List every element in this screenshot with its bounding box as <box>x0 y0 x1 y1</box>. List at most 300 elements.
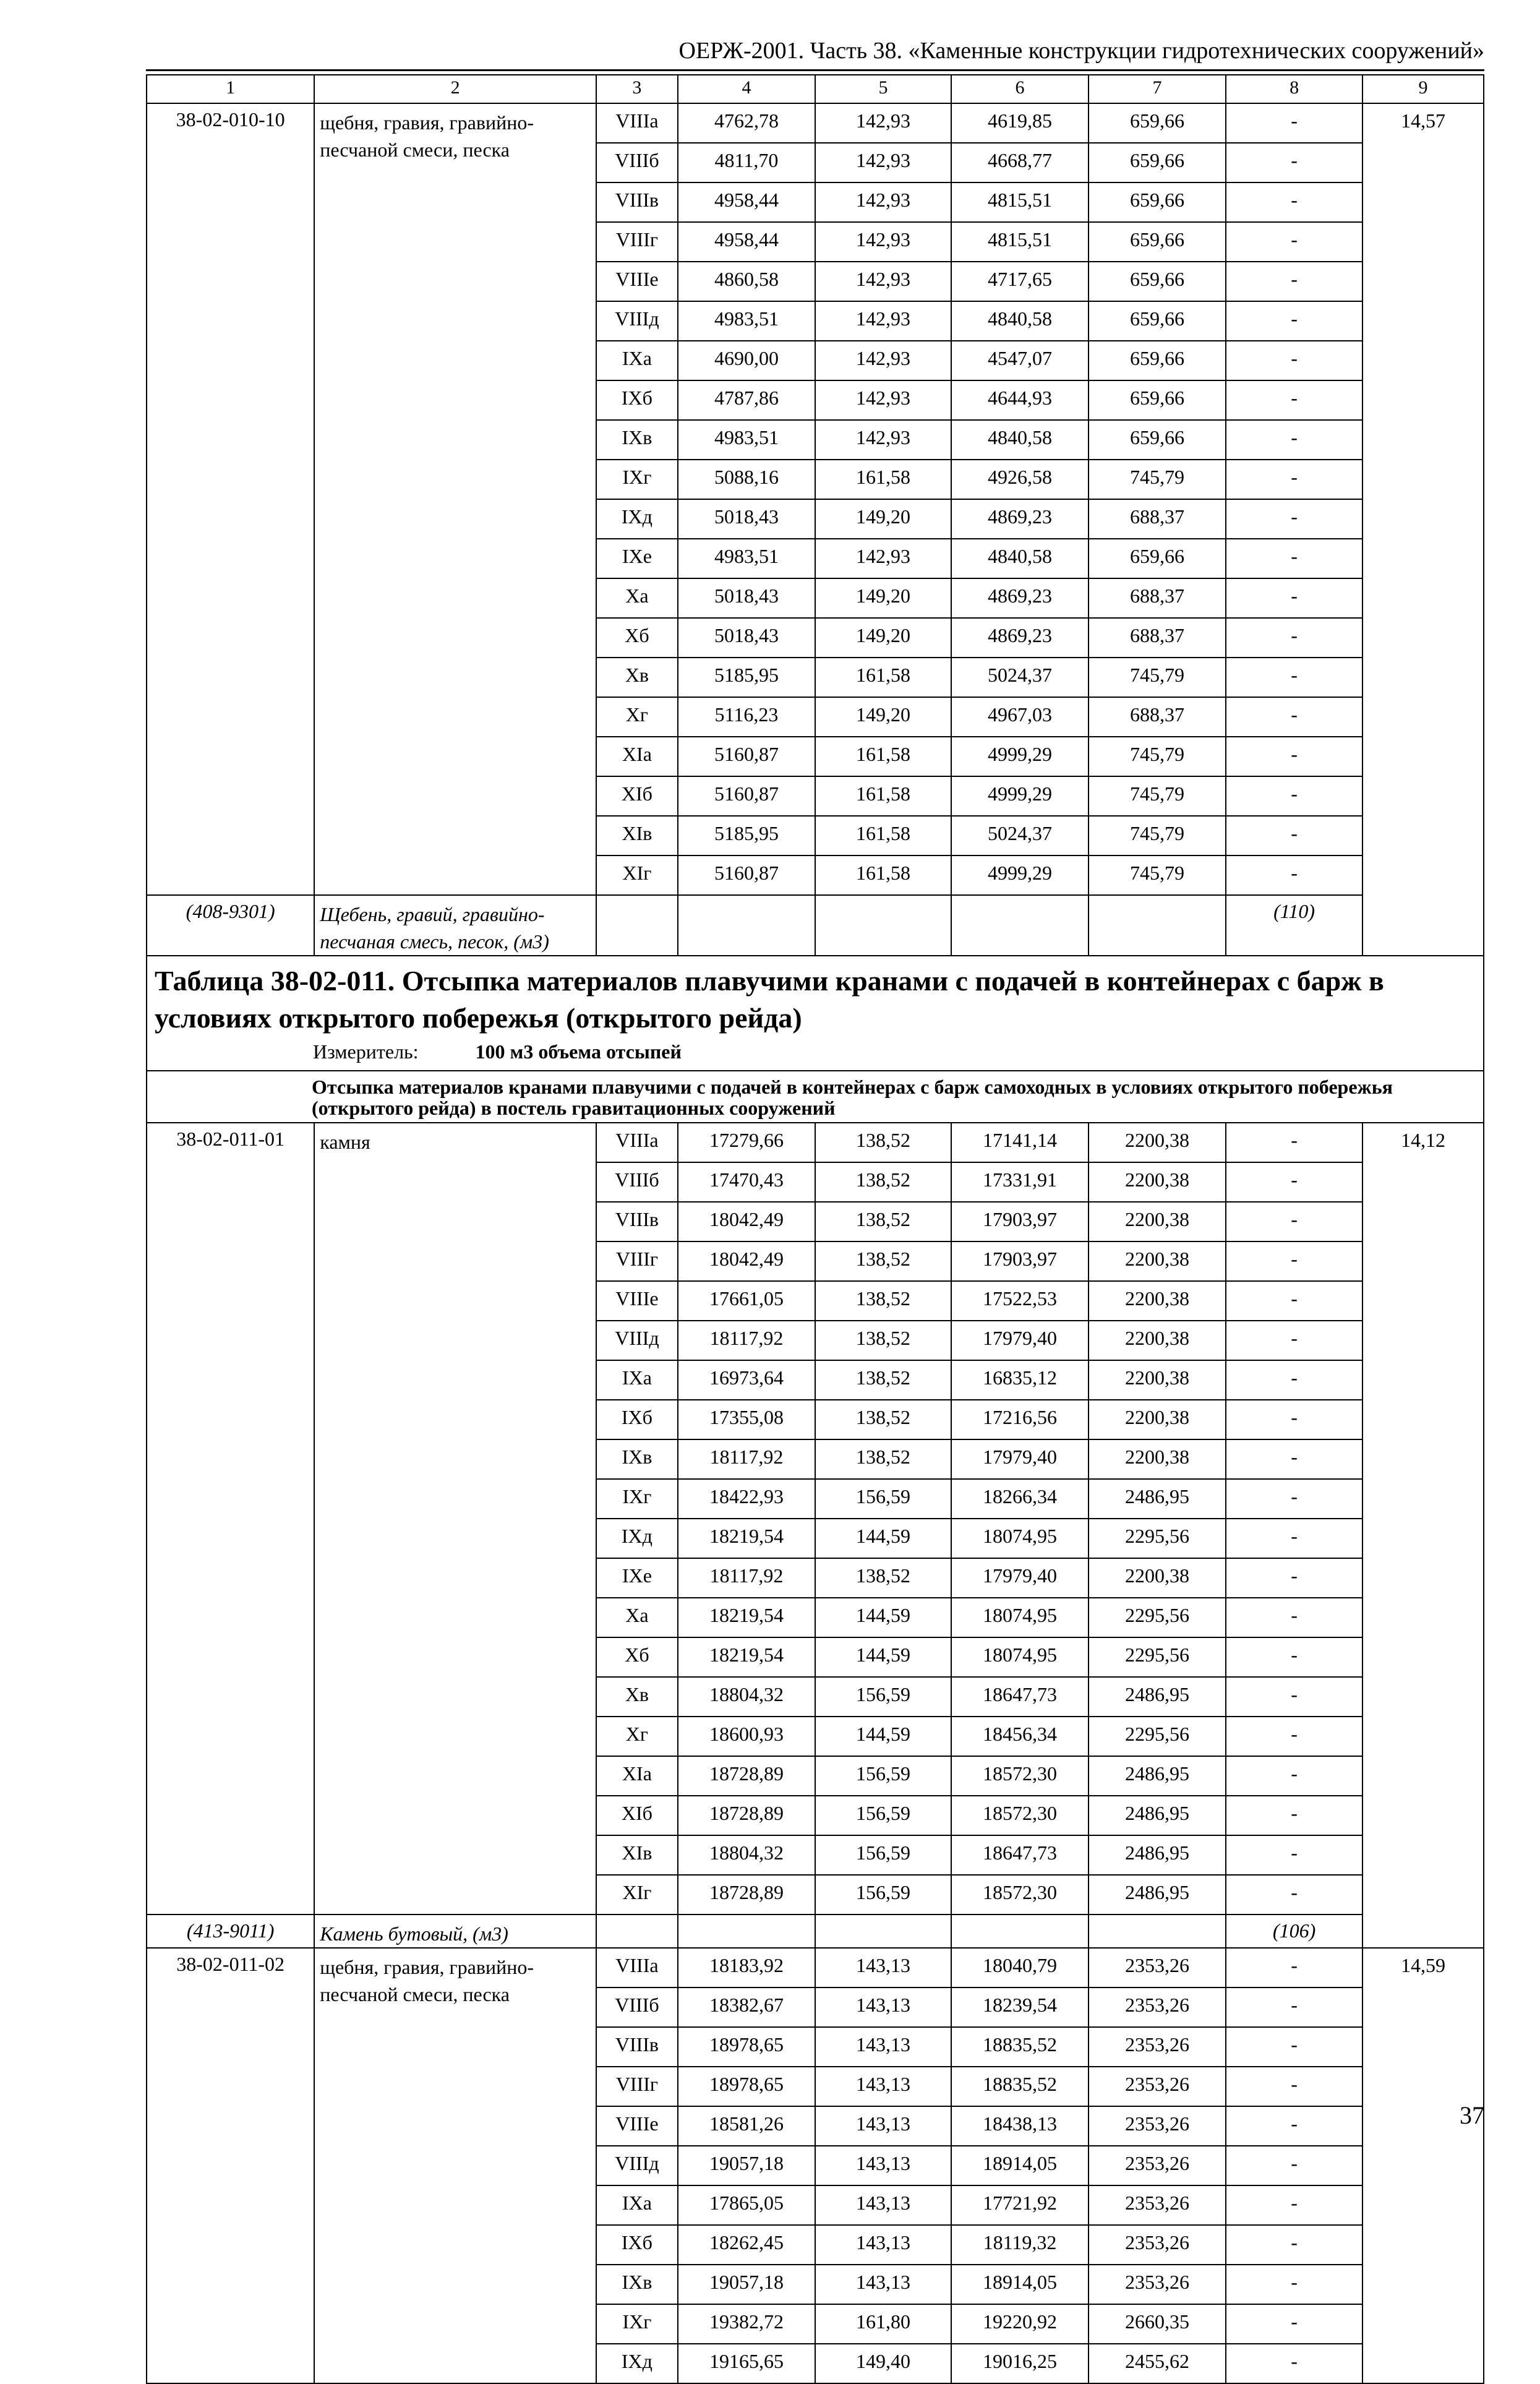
value-cell: 142,93 <box>815 539 951 578</box>
value-cell: 4983,51 <box>678 539 815 578</box>
value-cell: - <box>1226 380 1362 420</box>
value-cell: - <box>1226 341 1362 380</box>
value-cell: 142,93 <box>815 341 951 380</box>
zone-cell: IXб <box>596 1400 678 1439</box>
value-cell: 18422,93 <box>678 1479 815 1519</box>
empty-cell <box>596 895 678 956</box>
value-cell: - <box>1226 1835 1362 1875</box>
zone-cell: VIIIб <box>596 1987 678 2027</box>
value-cell: 2353,26 <box>1089 1948 1226 1987</box>
column-header: 2 <box>314 75 596 103</box>
value-cell: - <box>1226 1479 1362 1519</box>
value-cell: 17721,92 <box>951 2185 1089 2225</box>
value-cell: - <box>1226 1677 1362 1717</box>
value-cell: 143,13 <box>815 2146 951 2185</box>
value-cell: 142,93 <box>815 420 951 460</box>
value-cell: 659,66 <box>1089 380 1226 420</box>
value-cell: 659,66 <box>1089 341 1226 380</box>
value-cell: 2295,56 <box>1089 1519 1226 1558</box>
value-cell: 18074,95 <box>951 1519 1089 1558</box>
rate-code: 38-02-011-01 <box>147 1123 314 1914</box>
resource-row <box>147 1914 1484 1948</box>
value-cell: 5116,23 <box>678 697 815 737</box>
value-cell: 2455,62 <box>1089 2344 1226 2383</box>
zone-cell: Xа <box>596 578 678 618</box>
value-cell: 149,40 <box>815 2344 951 2383</box>
zone-cell: VIIIе <box>596 1281 678 1321</box>
value-cell: 18456,34 <box>951 1717 1089 1756</box>
value-cell: 156,59 <box>815 1677 951 1717</box>
value-cell: - <box>1226 1948 1362 1987</box>
value-cell: 17979,40 <box>951 1321 1089 1360</box>
value-cell: 18382,67 <box>678 1987 815 2027</box>
empty-cell <box>815 1914 951 1948</box>
value-cell: 17355,08 <box>678 1400 815 1439</box>
column-header: 1 <box>147 75 314 103</box>
value-cell: 4999,29 <box>951 737 1089 776</box>
value-cell: 2200,38 <box>1089 1241 1226 1281</box>
rates-table <box>146 74 1484 2384</box>
column-header: 8 <box>1226 75 1362 103</box>
value-cell: - <box>1226 143 1362 182</box>
zone-cell: VIIIе <box>596 262 678 301</box>
value-cell: 4999,29 <box>951 855 1089 895</box>
value-cell: 142,93 <box>815 182 951 222</box>
value-cell: 17661,05 <box>678 1281 815 1321</box>
value-cell: 144,59 <box>815 1598 951 1637</box>
column-header-row <box>147 75 1484 103</box>
zone-cell: Xв <box>596 1677 678 1717</box>
value-cell: 4644,93 <box>951 380 1089 420</box>
value-cell: - <box>1226 103 1362 143</box>
value-cell: 745,79 <box>1089 776 1226 816</box>
zone-cell: IXв <box>596 1439 678 1479</box>
value-cell: 2200,38 <box>1089 1321 1226 1360</box>
empty-cell <box>678 1914 815 1948</box>
zone-cell: IXг <box>596 2304 678 2344</box>
value-cell: 161,58 <box>815 776 951 816</box>
value-cell: - <box>1226 697 1362 737</box>
value-cell: - <box>1226 2027 1362 2067</box>
value-cell: 688,37 <box>1089 697 1226 737</box>
value-cell: 688,37 <box>1089 618 1226 658</box>
value-cell: 4869,23 <box>951 499 1089 539</box>
value-cell: 2295,56 <box>1089 1637 1226 1677</box>
value-cell: 143,13 <box>815 2106 951 2146</box>
value-cell: 5185,95 <box>678 816 815 855</box>
value-cell: 138,52 <box>815 1281 951 1321</box>
value-cell: 19016,25 <box>951 2344 1089 2383</box>
zone-cell: IXб <box>596 2225 678 2265</box>
value-cell: 143,13 <box>815 1987 951 2027</box>
zone-cell: IXа <box>596 2185 678 2225</box>
empty-cell <box>678 895 815 956</box>
value-cell: 688,37 <box>1089 499 1226 539</box>
measure-line <box>155 1039 1476 1064</box>
zone-cell: IXг <box>596 460 678 499</box>
value-cell: 2353,26 <box>1089 2027 1226 2067</box>
value-cell: 745,79 <box>1089 737 1226 776</box>
value-cell: 5018,43 <box>678 618 815 658</box>
value-cell: 18262,45 <box>678 2225 815 2265</box>
table-title: Таблица 38-02-011. Отсыпка материалов плавучими кранами с подачей в контейнерах с барж в условиях открытого побережья (открытого рейда) <box>155 965 1384 1034</box>
value-cell: 659,66 <box>1089 539 1226 578</box>
value-cell: - <box>1226 1519 1362 1558</box>
zone-cell: VIIIд <box>596 1321 678 1360</box>
value-cell: 138,52 <box>815 1123 951 1162</box>
value-cell: 18183,92 <box>678 1948 815 1987</box>
work-name: щебня, гравия, гравийно-песчаной смеси, песка <box>314 1948 596 2383</box>
zone-cell: XIб <box>596 1796 678 1835</box>
zone-cell: IXв <box>596 420 678 460</box>
value-cell: 143,13 <box>815 2225 951 2265</box>
value-cell: 659,66 <box>1089 182 1226 222</box>
value-cell: 19057,18 <box>678 2265 815 2304</box>
value-cell: - <box>1226 222 1362 262</box>
work-name: щебня, гравия, гравийно-песчаной смеси, песка <box>314 103 596 895</box>
value-cell: 2200,38 <box>1089 1360 1226 1400</box>
value-cell: - <box>1226 301 1362 341</box>
value-cell: 17865,05 <box>678 2185 815 2225</box>
value-cell: 17903,97 <box>951 1241 1089 1281</box>
value-cell: - <box>1226 1162 1362 1202</box>
work-name: камня <box>314 1123 596 1914</box>
value-cell: 144,59 <box>815 1519 951 1558</box>
value-cell: 2200,38 <box>1089 1439 1226 1479</box>
value-cell: - <box>1226 1123 1362 1162</box>
description-row <box>147 1071 1484 1123</box>
value-cell: 2353,26 <box>1089 2185 1226 2225</box>
value-cell: 2486,95 <box>1089 1479 1226 1519</box>
resource-name: Камень бутовый, (м3) <box>314 1914 596 1948</box>
value-cell: 745,79 <box>1089 460 1226 499</box>
value-cell: 142,93 <box>815 222 951 262</box>
zone-cell: VIIIг <box>596 222 678 262</box>
value-cell: 156,59 <box>815 1875 951 1914</box>
table-row <box>147 1948 1484 1987</box>
value-cell: 4958,44 <box>678 182 815 222</box>
value-cell: 149,20 <box>815 578 951 618</box>
column-header: 9 <box>1362 75 1484 103</box>
resource-qty: (106) <box>1226 1914 1362 1948</box>
value-cell: 161,58 <box>815 737 951 776</box>
value-cell: 18119,32 <box>951 2225 1089 2265</box>
zone-cell: Xг <box>596 1717 678 1756</box>
value-cell: 659,66 <box>1089 420 1226 460</box>
value-cell: 18572,30 <box>951 1756 1089 1796</box>
value-cell: 4690,00 <box>678 341 815 380</box>
table-body <box>147 75 1484 2383</box>
value-cell: 18572,30 <box>951 1796 1089 1835</box>
value-cell: 18266,34 <box>951 1479 1089 1519</box>
zone-cell: IXв <box>596 2265 678 2304</box>
value-cell: 18074,95 <box>951 1598 1089 1637</box>
zone-cell: XIг <box>596 855 678 895</box>
zone-cell: VIIIв <box>596 182 678 222</box>
value-cell: - <box>1226 618 1362 658</box>
value-cell: 659,66 <box>1089 262 1226 301</box>
zone-cell: IXг <box>596 1479 678 1519</box>
value-cell: 18978,65 <box>678 2067 815 2106</box>
empty-cell <box>951 1914 1089 1948</box>
value-cell: 2353,26 <box>1089 2265 1226 2304</box>
value-cell: 2353,26 <box>1089 2225 1226 2265</box>
value-cell: 149,20 <box>815 697 951 737</box>
value-cell: 18438,13 <box>951 2106 1089 2146</box>
col9-value: 14,59 <box>1362 1948 1484 2383</box>
value-cell: 18117,92 <box>678 1439 815 1479</box>
header-text: ОЕРЖ-2001. Часть 38. «Каменные конструкции гидротехнических сооружений» <box>678 38 1484 64</box>
zone-cell: Xг <box>596 697 678 737</box>
value-cell: - <box>1226 855 1362 895</box>
value-cell: 18835,52 <box>951 2067 1089 2106</box>
empty-cell <box>951 895 1089 956</box>
zone-cell: Xб <box>596 1637 678 1677</box>
value-cell: 19165,65 <box>678 2344 815 2383</box>
value-cell: 18914,05 <box>951 2265 1089 2304</box>
value-cell: 142,93 <box>815 103 951 143</box>
value-cell: 143,13 <box>815 2265 951 2304</box>
value-cell: 16973,64 <box>678 1360 815 1400</box>
value-cell: 659,66 <box>1089 103 1226 143</box>
value-cell: 138,52 <box>815 1321 951 1360</box>
value-cell: 5160,87 <box>678 737 815 776</box>
value-cell: 18804,32 <box>678 1677 815 1717</box>
rate-code: 38-02-011-02 <box>147 1948 314 2383</box>
zone-cell: XIв <box>596 1835 678 1875</box>
value-cell: 142,93 <box>815 380 951 420</box>
value-cell: - <box>1226 182 1362 222</box>
value-cell: 4717,65 <box>951 262 1089 301</box>
value-cell: 4860,58 <box>678 262 815 301</box>
zone-cell: VIIIб <box>596 1162 678 1202</box>
zone-cell: IXд <box>596 2344 678 2383</box>
empty-cell <box>596 1914 678 1948</box>
value-cell: 4999,29 <box>951 776 1089 816</box>
value-cell: 19220,92 <box>951 2304 1089 2344</box>
value-cell: 19382,72 <box>678 2304 815 2344</box>
resource-row <box>147 895 1484 956</box>
value-cell: 659,66 <box>1089 222 1226 262</box>
value-cell: 4958,44 <box>678 222 815 262</box>
value-cell: 4815,51 <box>951 182 1089 222</box>
value-cell: - <box>1226 262 1362 301</box>
value-cell: 18835,52 <box>951 2027 1089 2067</box>
zone-cell: VIIIд <box>596 301 678 341</box>
value-cell: 2295,56 <box>1089 1598 1226 1637</box>
zone-cell: IXа <box>596 341 678 380</box>
value-cell: - <box>1226 2225 1362 2265</box>
value-cell: - <box>1226 1796 1362 1835</box>
value-cell: 149,20 <box>815 499 951 539</box>
value-cell: - <box>1226 1400 1362 1439</box>
value-cell: 156,59 <box>815 1479 951 1519</box>
value-cell: 138,52 <box>815 1400 951 1439</box>
value-cell: 2200,38 <box>1089 1202 1226 1241</box>
value-cell: 156,59 <box>815 1796 951 1835</box>
value-cell: 4547,07 <box>951 341 1089 380</box>
column-header: 7 <box>1089 75 1226 103</box>
value-cell: - <box>1226 737 1362 776</box>
value-cell: 19057,18 <box>678 2146 815 2185</box>
value-cell: 142,93 <box>815 301 951 341</box>
value-cell: - <box>1226 2106 1362 2146</box>
value-cell: 149,20 <box>815 618 951 658</box>
value-cell: 2200,38 <box>1089 1558 1226 1598</box>
value-cell: 17903,97 <box>951 1202 1089 1241</box>
value-cell: 2353,26 <box>1089 1987 1226 2027</box>
value-cell: 18040,79 <box>951 1948 1089 1987</box>
zone-cell: IXд <box>596 1519 678 1558</box>
column-header: 4 <box>678 75 815 103</box>
value-cell: 4840,58 <box>951 301 1089 341</box>
value-cell: 4869,23 <box>951 618 1089 658</box>
value-cell: 17141,14 <box>951 1123 1089 1162</box>
value-cell: 2660,35 <box>1089 2304 1226 2344</box>
value-cell: 138,52 <box>815 1439 951 1479</box>
value-cell: - <box>1226 539 1362 578</box>
value-cell: 18804,32 <box>678 1835 815 1875</box>
value-cell: 161,58 <box>815 816 951 855</box>
value-cell: 156,59 <box>815 1756 951 1796</box>
rate-code: 38-02-010-10 <box>147 103 314 895</box>
value-cell: - <box>1226 2146 1362 2185</box>
value-cell: 18219,54 <box>678 1637 815 1677</box>
value-cell: 4619,85 <box>951 103 1089 143</box>
zone-cell: IXе <box>596 1558 678 1598</box>
value-cell: - <box>1226 1598 1362 1637</box>
zone-cell: XIв <box>596 816 678 855</box>
zone-cell: XIб <box>596 776 678 816</box>
value-cell: 16835,12 <box>951 1360 1089 1400</box>
value-cell: 18728,89 <box>678 1796 815 1835</box>
value-cell: 4762,78 <box>678 103 815 143</box>
value-cell: 144,59 <box>815 1717 951 1756</box>
value-cell: 18728,89 <box>678 1875 815 1914</box>
value-cell: 4983,51 <box>678 301 815 341</box>
value-cell: 17279,66 <box>678 1123 815 1162</box>
zone-cell: VIIIе <box>596 2106 678 2146</box>
zone-cell: IXе <box>596 539 678 578</box>
value-cell: - <box>1226 2185 1362 2225</box>
value-cell: - <box>1226 499 1362 539</box>
value-cell: 161,80 <box>815 2304 951 2344</box>
column-header: 6 <box>951 75 1089 103</box>
zone-cell: VIIIб <box>596 143 678 182</box>
value-cell: 142,93 <box>815 262 951 301</box>
value-cell: 4983,51 <box>678 420 815 460</box>
value-cell: 17979,40 <box>951 1439 1089 1479</box>
value-cell: 161,58 <box>815 855 951 895</box>
value-cell: 4926,58 <box>951 460 1089 499</box>
value-cell: 18572,30 <box>951 1875 1089 1914</box>
zone-cell: IXб <box>596 380 678 420</box>
value-cell: 17979,40 <box>951 1558 1089 1598</box>
value-cell: 138,52 <box>815 1558 951 1598</box>
zone-cell: VIIIа <box>596 1948 678 1987</box>
value-cell: 2353,26 <box>1089 2106 1226 2146</box>
zone-cell: IXд <box>596 499 678 539</box>
value-cell: 5088,16 <box>678 460 815 499</box>
value-cell: 161,58 <box>815 658 951 697</box>
value-cell: - <box>1226 2067 1362 2106</box>
value-cell: 745,79 <box>1089 855 1226 895</box>
value-cell: 143,13 <box>815 1948 951 1987</box>
value-cell: 143,13 <box>815 2185 951 2225</box>
zone-cell: VIIIв <box>596 1202 678 1241</box>
zone-cell: VIIIв <box>596 2027 678 2067</box>
value-cell: 138,52 <box>815 1360 951 1400</box>
value-cell: 4668,77 <box>951 143 1089 182</box>
value-cell: 4840,58 <box>951 420 1089 460</box>
value-cell: 18074,95 <box>951 1637 1089 1677</box>
value-cell: 2200,38 <box>1089 1162 1226 1202</box>
value-cell: - <box>1226 1875 1362 1914</box>
zone-cell: XIа <box>596 1756 678 1796</box>
zone-cell: Xв <box>596 658 678 697</box>
value-cell: 18978,65 <box>678 2027 815 2067</box>
value-cell: - <box>1226 2265 1362 2304</box>
value-cell: 4840,58 <box>951 539 1089 578</box>
page-number: 37 <box>1460 2101 1484 2129</box>
value-cell: 18728,89 <box>678 1756 815 1796</box>
resource-code: (413-9011) <box>147 1914 314 1948</box>
table-row <box>147 1123 1484 1162</box>
resource-qty: (110) <box>1226 895 1362 956</box>
value-cell: - <box>1226 1202 1362 1241</box>
value-cell: 4811,70 <box>678 143 815 182</box>
value-cell: 4967,03 <box>951 697 1089 737</box>
value-cell: 5160,87 <box>678 776 815 816</box>
value-cell: 18647,73 <box>951 1835 1089 1875</box>
value-cell: 17216,56 <box>951 1400 1089 1439</box>
value-cell: 2486,95 <box>1089 1796 1226 1835</box>
column-header: 3 <box>596 75 678 103</box>
col9-value: 14,57 <box>1362 103 1484 956</box>
work-description: Отсыпка материалов кранами плавучими с подачей в контейнерах с барж самоходных в условиях открытого побережья (открытого рейда) в постель гравитационных сооружений <box>147 1071 1484 1123</box>
value-cell: 18042,49 <box>678 1202 815 1241</box>
value-cell: 5185,95 <box>678 658 815 697</box>
value-cell: - <box>1226 460 1362 499</box>
value-cell: 2486,95 <box>1089 1756 1226 1796</box>
value-cell: 138,52 <box>815 1162 951 1202</box>
resource-code: (408-9301) <box>147 895 314 956</box>
zone-cell: Xа <box>596 1598 678 1637</box>
value-cell: 659,66 <box>1089 143 1226 182</box>
zone-cell: IXа <box>596 1360 678 1400</box>
empty-cell <box>1089 895 1226 956</box>
value-cell: 18219,54 <box>678 1598 815 1637</box>
column-header: 5 <box>815 75 951 103</box>
value-cell: 2200,38 <box>1089 1400 1226 1439</box>
col9-value: 14,12 <box>1362 1123 1484 1948</box>
value-cell: 17522,53 <box>951 1281 1089 1321</box>
measure-label: Измеритель: <box>313 1040 419 1063</box>
value-cell: 659,66 <box>1089 301 1226 341</box>
value-cell: 18219,54 <box>678 1519 815 1558</box>
value-cell: - <box>1226 1321 1362 1360</box>
value-cell: - <box>1226 2344 1362 2383</box>
measure-value: 100 м3 объема отсыпей <box>475 1040 682 1063</box>
value-cell: 2353,26 <box>1089 2146 1226 2185</box>
value-cell: 18042,49 <box>678 1241 815 1281</box>
value-cell: - <box>1226 578 1362 618</box>
value-cell: 688,37 <box>1089 578 1226 618</box>
value-cell: - <box>1226 1281 1362 1321</box>
value-cell: 138,52 <box>815 1241 951 1281</box>
value-cell: - <box>1226 1558 1362 1598</box>
value-cell: 2200,38 <box>1089 1123 1226 1162</box>
